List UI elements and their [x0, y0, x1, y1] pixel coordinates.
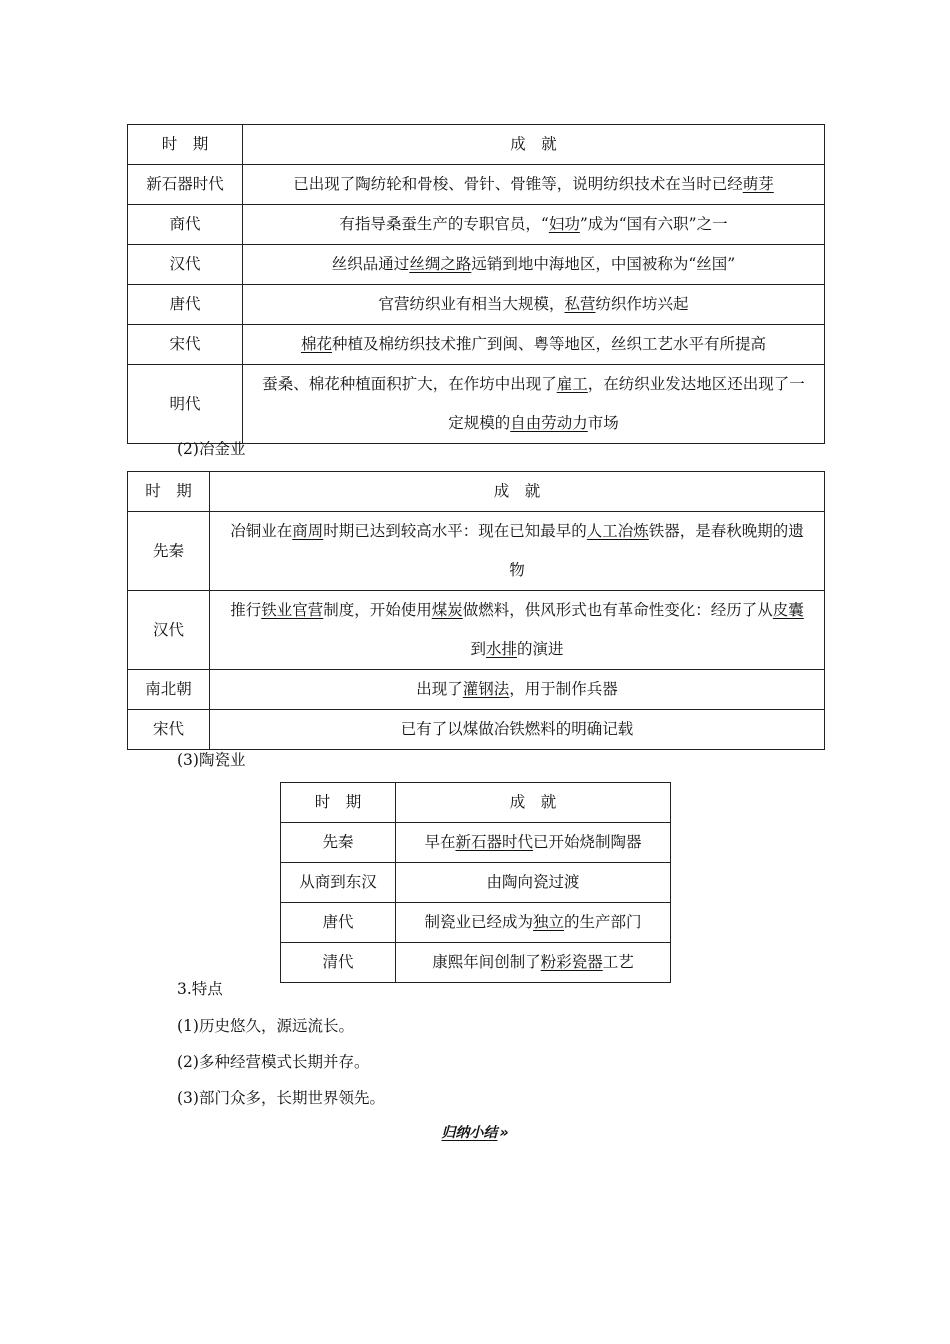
key-term: 人工冶炼	[586, 522, 649, 540]
table-header-row	[128, 472, 825, 512]
achievement-cell: 棉花种植及棉纺织技术推广到闽、粤等地区，丝织工艺水平有所提高	[243, 325, 825, 365]
achievement-cell: 已有了以煤做冶铁燃料的明确记载	[210, 710, 825, 750]
period-cell: 宋代	[128, 325, 243, 365]
table-row	[128, 165, 825, 205]
period-cell: 明代	[128, 365, 243, 444]
summary-label: 归纳小结	[441, 1125, 498, 1141]
achievement-cell: 早在新石器时代已开始烧制陶器	[396, 823, 671, 863]
achievement-cell: 蚕桑、棉花种植面积扩大，在作坊中出现了雇工，在纺织业发达地区还出现了一定规模的自由劳动力市场	[243, 365, 825, 444]
feature-item: (2)多种经营模式长期并存。	[177, 1053, 370, 1071]
table-row	[128, 591, 825, 670]
key-term: 自由劳动力	[510, 414, 588, 432]
achievement-cell: 官营纺织业有相当大规模，私营纺织作坊兴起	[243, 285, 825, 325]
table-row	[128, 710, 825, 750]
table-row	[281, 863, 671, 903]
achievement-cell: 制瓷业已经成为独立的生产部门	[396, 903, 671, 943]
key-term: 皮囊	[772, 601, 804, 619]
table-row	[128, 245, 825, 285]
header-period: 时 期	[281, 783, 396, 823]
ceramics-table	[280, 782, 671, 983]
table-row	[281, 943, 671, 983]
summary-heading	[0, 1122, 950, 1142]
period-cell: 清代	[281, 943, 396, 983]
table-row	[128, 205, 825, 245]
period-cell: 唐代	[128, 285, 243, 325]
achievement-cell: 出现了灌钢法，用于制作兵器	[210, 670, 825, 710]
table-row	[128, 365, 825, 444]
table-header-row	[281, 783, 671, 823]
key-term: 煤炭	[431, 601, 463, 619]
achievement-cell: 已出现了陶纺轮和骨梭、骨针、骨锥等，说明纺织技术在当时已经萌芽	[243, 165, 825, 205]
key-term: 铁业官营	[261, 601, 324, 619]
table-row	[128, 512, 825, 591]
header-achievement: 成 就	[396, 783, 671, 823]
key-term: 水排	[485, 640, 517, 658]
achievement-cell: 推行铁业官营制度，开始使用煤炭做燃料，供风形式也有革命性变化：经历了从皮囊到水排的演进	[210, 591, 825, 670]
table-header-row	[128, 125, 825, 165]
key-term: 粉彩瓷器	[540, 953, 603, 971]
key-term: 棉花	[300, 335, 332, 353]
key-term: 新石器时代	[455, 833, 533, 851]
textile-table	[127, 124, 825, 444]
header-period: 时 期	[128, 472, 210, 512]
period-cell: 宋代	[128, 710, 210, 750]
feature-item: (3)部门众多，长期世界领先。	[177, 1089, 385, 1107]
achievement-cell: 康熙年间创制了粉彩瓷器工艺	[396, 943, 671, 983]
achievement-cell: 丝织品通过丝绸之路远销到地中海地区，中国被称为“丝国”	[243, 245, 825, 285]
period-cell: 新石器时代	[128, 165, 243, 205]
key-term: 妇功	[548, 215, 580, 233]
period-cell: 唐代	[281, 903, 396, 943]
period-cell: 商代	[128, 205, 243, 245]
period-cell: 南北朝	[128, 670, 210, 710]
header-achievement: 成 就	[243, 125, 825, 165]
achievement-cell: 由陶向瓷过渡	[396, 863, 671, 903]
key-term: 商周	[292, 522, 324, 540]
feature-item: (1)历史悠久，源远流长。	[177, 1017, 354, 1035]
achievement-cell: 有指导桑蚕生产的专职官员，“妇功”成为“国有六职”之一	[243, 205, 825, 245]
double-chevron-icon: »	[499, 1125, 509, 1141]
key-term: 私营	[564, 295, 596, 313]
period-cell: 先秦	[128, 512, 210, 591]
table-row	[128, 670, 825, 710]
key-term: 萌芽	[742, 175, 774, 193]
table-row	[128, 285, 825, 325]
period-cell: 先秦	[281, 823, 396, 863]
key-term: 丝绸之路	[409, 255, 472, 273]
table-row	[281, 823, 671, 863]
period-cell: 汉代	[128, 245, 243, 285]
key-term: 雇工	[556, 375, 588, 393]
metallurgy-table	[127, 471, 825, 750]
header-period: 时 期	[128, 125, 243, 165]
table-row	[281, 903, 671, 943]
key-term: 灌钢法	[462, 680, 510, 698]
ceramics-heading: (3)陶瓷业	[177, 751, 246, 769]
period-cell: 从商到东汉	[281, 863, 396, 903]
key-term: 独立	[532, 913, 564, 931]
achievement-cell: 冶铜业在商周时期已达到较高水平：现在已知最早的人工冶炼铁器，是春秋晚期的遗物	[210, 512, 825, 591]
table-row	[128, 325, 825, 365]
metallurgy-heading: (2)冶金业	[177, 440, 246, 458]
features-title: 3.特点	[177, 980, 223, 998]
header-achievement: 成 就	[210, 472, 825, 512]
period-cell: 汉代	[128, 591, 210, 670]
